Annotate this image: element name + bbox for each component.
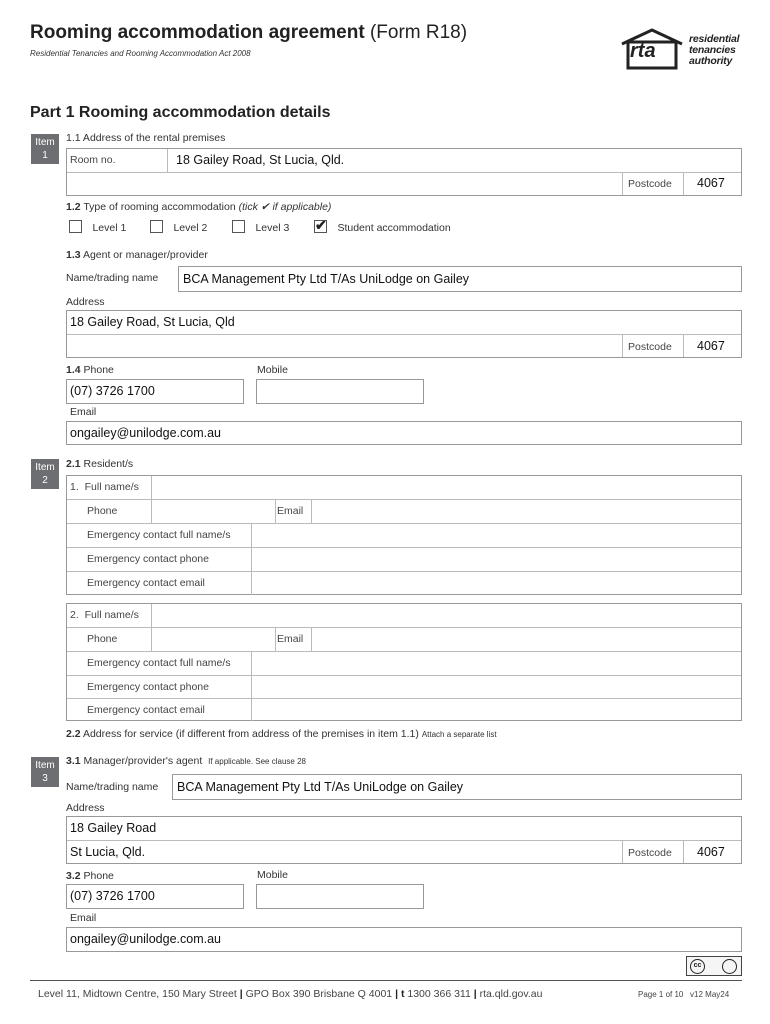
section-2-2-label: 2.2 Address for service (if different from address of the premises in item 1.1) Attach a separate list (66, 728, 497, 740)
resident-2-phone-field[interactable] (152, 628, 272, 650)
resident-1-phone-label: Phone (87, 505, 118, 517)
form-title: Rooming accommodation agreement (Form R18) (30, 22, 468, 43)
section-1-2-label: 1.2 Type of rooming accommodation (tick ✔ if applicable) (66, 201, 332, 213)
footer-rule (30, 980, 742, 981)
agent-mobile-field[interactable] (256, 379, 424, 404)
agent-postcode-label: Postcode (628, 341, 672, 353)
resident-2-fullname-field[interactable] (152, 605, 740, 625)
page-number: Page 1 of 10 v12 May24 (638, 990, 730, 999)
resident-2-em-phone-field[interactable] (252, 676, 740, 698)
creative-commons-icon: cc (686, 956, 742, 976)
resident-1-email-field[interactable] (312, 500, 740, 522)
option-level-2[interactable]: Level 2 (150, 220, 207, 238)
resident-1-em-name-field[interactable] (252, 524, 740, 546)
section-1-1-label: 1.1 Address of the rental premises (66, 132, 226, 144)
option-level-1[interactable]: Level 1 (69, 220, 126, 238)
checkmark-icon: ✔ (315, 217, 327, 233)
resident-1-phone-field[interactable] (152, 500, 272, 522)
logo-words: residential tenancies authority (689, 33, 740, 67)
agent-name-value: BCA Management Pty Ltd T/As UniLodge on Gailey (183, 272, 470, 286)
resident-2-em-name-field[interactable] (252, 652, 740, 674)
mgr-agent-postcode-value: 4067 (697, 845, 725, 859)
resident-1-em-name-label: Emergency contact full name/s (87, 529, 231, 541)
postcode-label: Postcode (628, 178, 672, 190)
mgr-agent-phone-value: (07) 3726 1700 (70, 889, 155, 903)
resident-2-fullname-label: 2. Full name/s (70, 609, 139, 621)
resident-1-em-phone-field[interactable] (252, 548, 740, 570)
mgr-agent-address-line1: 18 Gailey Road (70, 821, 157, 835)
resident-2-email-field[interactable] (312, 628, 740, 650)
resident-1-em-phone-label: Emergency contact phone (87, 553, 209, 565)
agent-address-value: 18 Gailey Road, St Lucia, Qld (70, 315, 235, 329)
agent-phone-value: (07) 3726 1700 (70, 384, 155, 398)
act-reference: Residential Tenancies and Rooming Accommodation Act 2008 (30, 49, 251, 58)
section-2-1-label: 2.1 Resident/s (66, 458, 134, 470)
section-3-2-label: 3.2 Phone (66, 870, 114, 882)
agent-email-label: Email (70, 406, 97, 418)
mgr-agent-name-label: Name/trading name (66, 781, 159, 793)
mgr-agent-address-line2: St Lucia, Qld. (70, 845, 146, 859)
section-3-1-label: 3.1 Manager/provider's agent If applicable. See clause 28 (66, 755, 306, 767)
part-title: Part 1 Rooming accommodation details (30, 104, 331, 121)
agent-email-value: ongailey@unilodge.com.au (70, 426, 221, 440)
mgr-agent-mobile-field[interactable] (256, 884, 424, 909)
mgr-agent-postcode-label: Postcode (628, 847, 672, 859)
resident-1-em-email-field[interactable] (252, 572, 740, 594)
option-level-3[interactable]: Level 3 (232, 220, 289, 238)
option-student-accommodation[interactable]: ✔ Student accommodation (315, 217, 451, 234)
agent-address-label: Address (66, 296, 105, 308)
room-no-label: Room no. (70, 154, 116, 166)
resident-2-em-phone-label: Emergency contact phone (87, 681, 209, 693)
item-3-tab: Item 3 (31, 757, 59, 787)
agent-name-label: Name/trading name (66, 272, 159, 284)
resident-2-em-email-label: Emergency contact email (87, 704, 205, 716)
premises-address-value[interactable]: 18 Gailey Road, St Lucia, Qld. (176, 153, 345, 167)
mgr-agent-name-value: BCA Management Pty Ltd T/As UniLodge on Gailey (177, 780, 464, 794)
mgr-agent-email-label: Email (70, 912, 97, 924)
mgr-agent-address-label: Address (66, 802, 105, 814)
rta-logo-text: rta (630, 40, 656, 62)
agent-postcode-value: 4067 (697, 339, 725, 353)
agent-mobile-label: Mobile (257, 364, 288, 376)
resident-2-em-email-field[interactable] (252, 699, 740, 721)
item-2-tab: Item 2 (31, 459, 59, 489)
checkbox-level-2[interactable] (150, 220, 163, 233)
resident-2-phone-label: Phone (87, 633, 118, 645)
resident-1-email-label: Email (277, 505, 304, 517)
mgr-agent-email-value: ongailey@unilodge.com.au (70, 932, 221, 946)
section-1-4-label: 1.4 Phone (66, 364, 114, 376)
mgr-agent-mobile-label: Mobile (257, 869, 288, 881)
attribution-icon (722, 959, 737, 974)
footer-contact: Level 11, Midtown Centre, 150 Mary Street | GPO Box 390 Brisbane Q 4001 | t 1300 366 311 | rta.qld.gov.au (38, 988, 543, 1000)
checkbox-student-accommodation[interactable] (314, 217, 327, 233)
item-1-tab: Item 1 (31, 134, 59, 164)
resident-2-email-label: Email (277, 633, 304, 645)
resident-1-em-email-label: Emergency contact email (87, 577, 205, 589)
checkbox-level-3[interactable] (232, 220, 245, 233)
checkbox-level-1[interactable] (69, 220, 82, 233)
resident-1-fullname-field[interactable] (152, 477, 740, 497)
section-1-3-label: 1.3 Agent or manager/provider (66, 249, 208, 261)
resident-1-fullname-label: 1. Full name/s (70, 481, 139, 493)
postcode-value[interactable]: 4067 (697, 176, 725, 190)
resident-2-em-name-label: Emergency contact full name/s (87, 657, 231, 669)
